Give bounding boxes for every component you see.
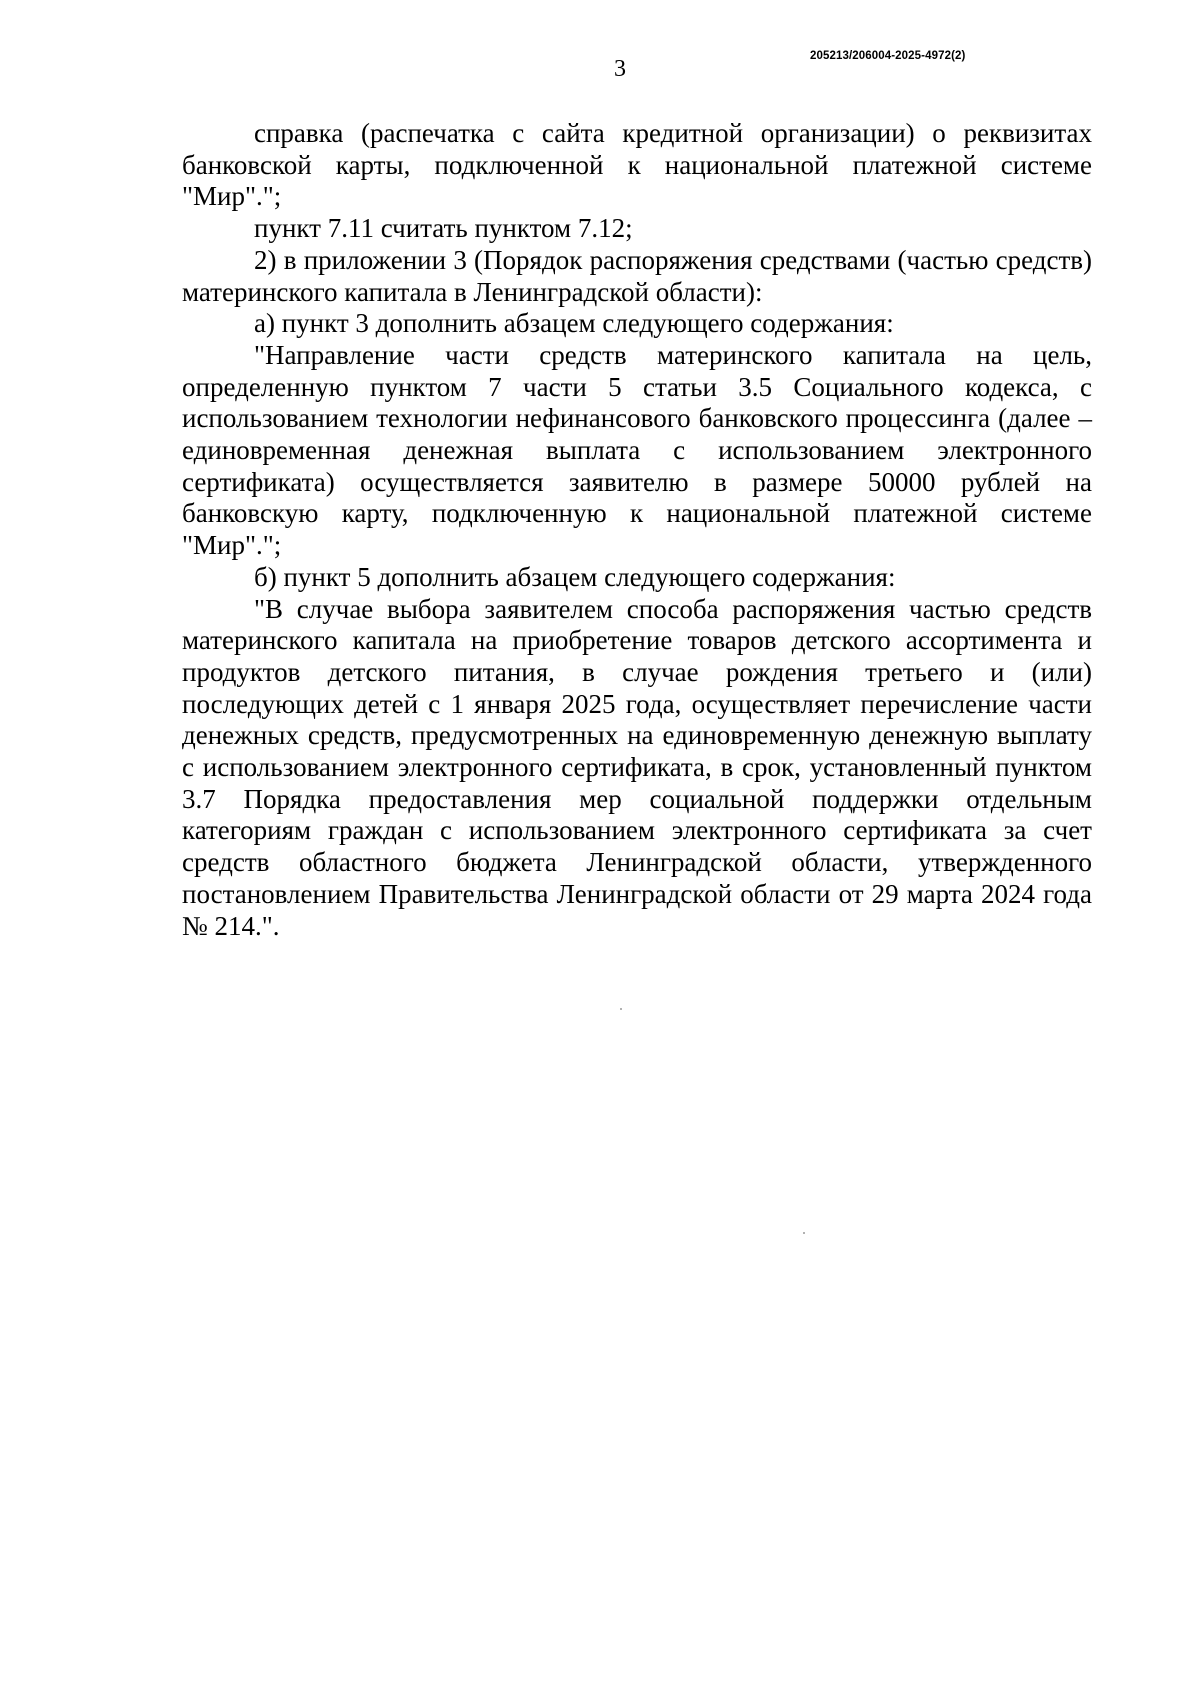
scan-speck	[620, 1008, 622, 1010]
paragraph-appendix-3: 2) в приложении 3 (Порядок распоряжения средствами (частью средств) материнского капитала в Ленинградской области):	[182, 244, 1092, 307]
paragraph-quoted-direction: "Направление части средств материнского капитала на цель, определенную пунктом 7 части 5 статьи 3.5 Социального кодекса, с использованием технологии нефинансового банковского процессинга (далее – единовременная денежная выплата с использованием электронного сертификата) осуществляется заявителю в размере 50000 рублей на банковскую карту, подключенную к национальной платежной системе "Мир".";	[182, 339, 1092, 561]
page-number: 3	[614, 56, 626, 82]
paragraph-renumber-clause: пункт 7.11 считать пунктом 7.12;	[254, 213, 633, 244]
paragraph-bank-card-certificate: справка (распечатка с сайта кредитной организации) о реквизитах банковской карты, подключенной к национальной платежной системе "Мир".";	[182, 118, 1092, 212]
document-code: 205213/206004-2025-4972(2)	[810, 50, 966, 62]
paragraph-item-a: а) пункт 3 дополнить абзацем следующего содержания:	[254, 308, 894, 339]
paragraph-item-b: б) пункт 5 дополнить абзацем следующего содержания:	[254, 561, 896, 592]
document-body	[182, 118, 1092, 942]
paragraph-quoted-disposal: "В случае выбора заявителем способа распоряжения частью средств материнского капитала на приобретение товаров детского ассортимента и продуктов детского питания, в случае рождения третьего и (или) последующих детей с 1 января 2025 года, осуществляет перечисление части денежных средств, предусмотренных на единовременную денежную выплату с использованием электронного сертификата, в срок, установленный пунктом 3.7 Порядка предоставления мер социальной поддержки отдельным категориям граждан с использованием электронного сертификата за счет средств областного бюджета Ленинградской области, утвержденного постановлением Правительства Ленинградской области от 29 марта 2024 года № 214.".	[182, 593, 1092, 941]
scan-speck	[803, 1232, 805, 1234]
